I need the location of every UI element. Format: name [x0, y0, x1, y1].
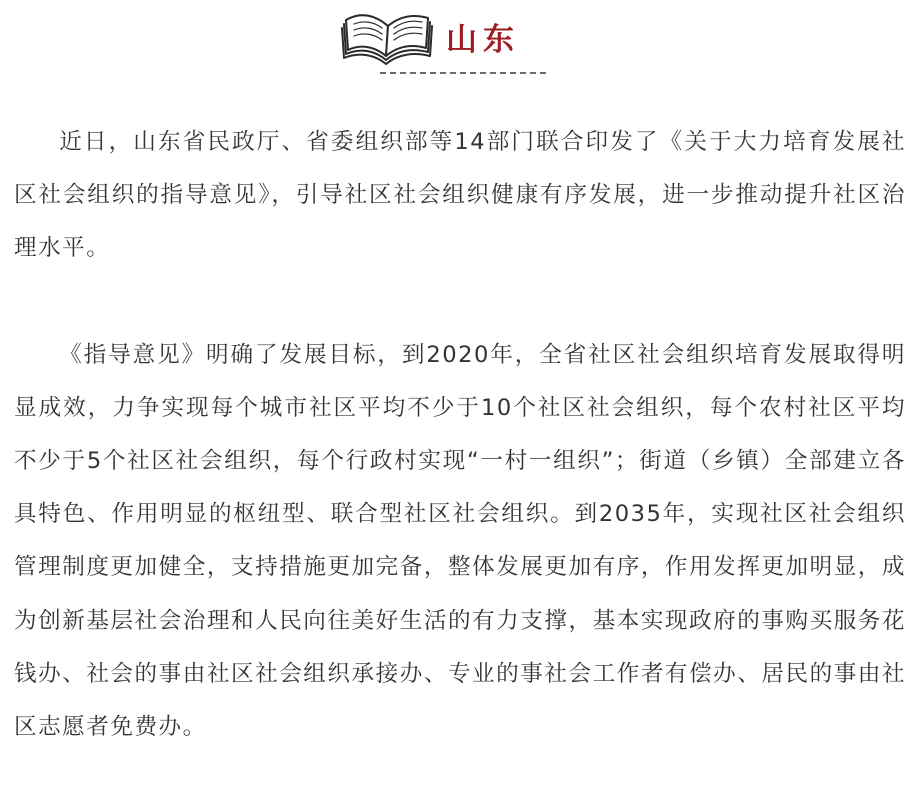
- dashed-divider: [380, 72, 546, 74]
- section-header: [0, 0, 924, 84]
- paragraph-intro: 近日，山东省民政厅、省委组织部等14部门联合印发了《关于大力培育发展社区社会组织的指导意见》，引导社区社会组织健康有序发展，进一步推动提升社区治理水平。: [14, 129, 906, 262]
- paragraph-goals: 《指导意见》明确了发展目标，到2020年，全省社区社会组织培育发展取得明显成效，力争实现每个城市社区平均不少于10个社区社会组织，每个农村社区平均不少于5个社区社会组织，每个行政村实现“一村一组织”；街道（乡镇）全部建立各具特色、作用明显的枢纽型、联合型社区社会组织。到2035年，实现社区社会组织管理制度更加健全，支持措施更加完备，整体发展更加有序，作用发挥更加明显，成为创新基层社会治理和人民向往美好生活的有力支撑，基本实现政府的事购买服务花钱办、社会的事由社区社会组织承接办、专业的事社会工作者有偿办、居民的事由社区志愿者免费办。: [14, 341, 906, 741]
- article-body: [14, 116, 906, 754]
- open-book-icon: [340, 6, 436, 70]
- section-title: 山东: [446, 22, 520, 58]
